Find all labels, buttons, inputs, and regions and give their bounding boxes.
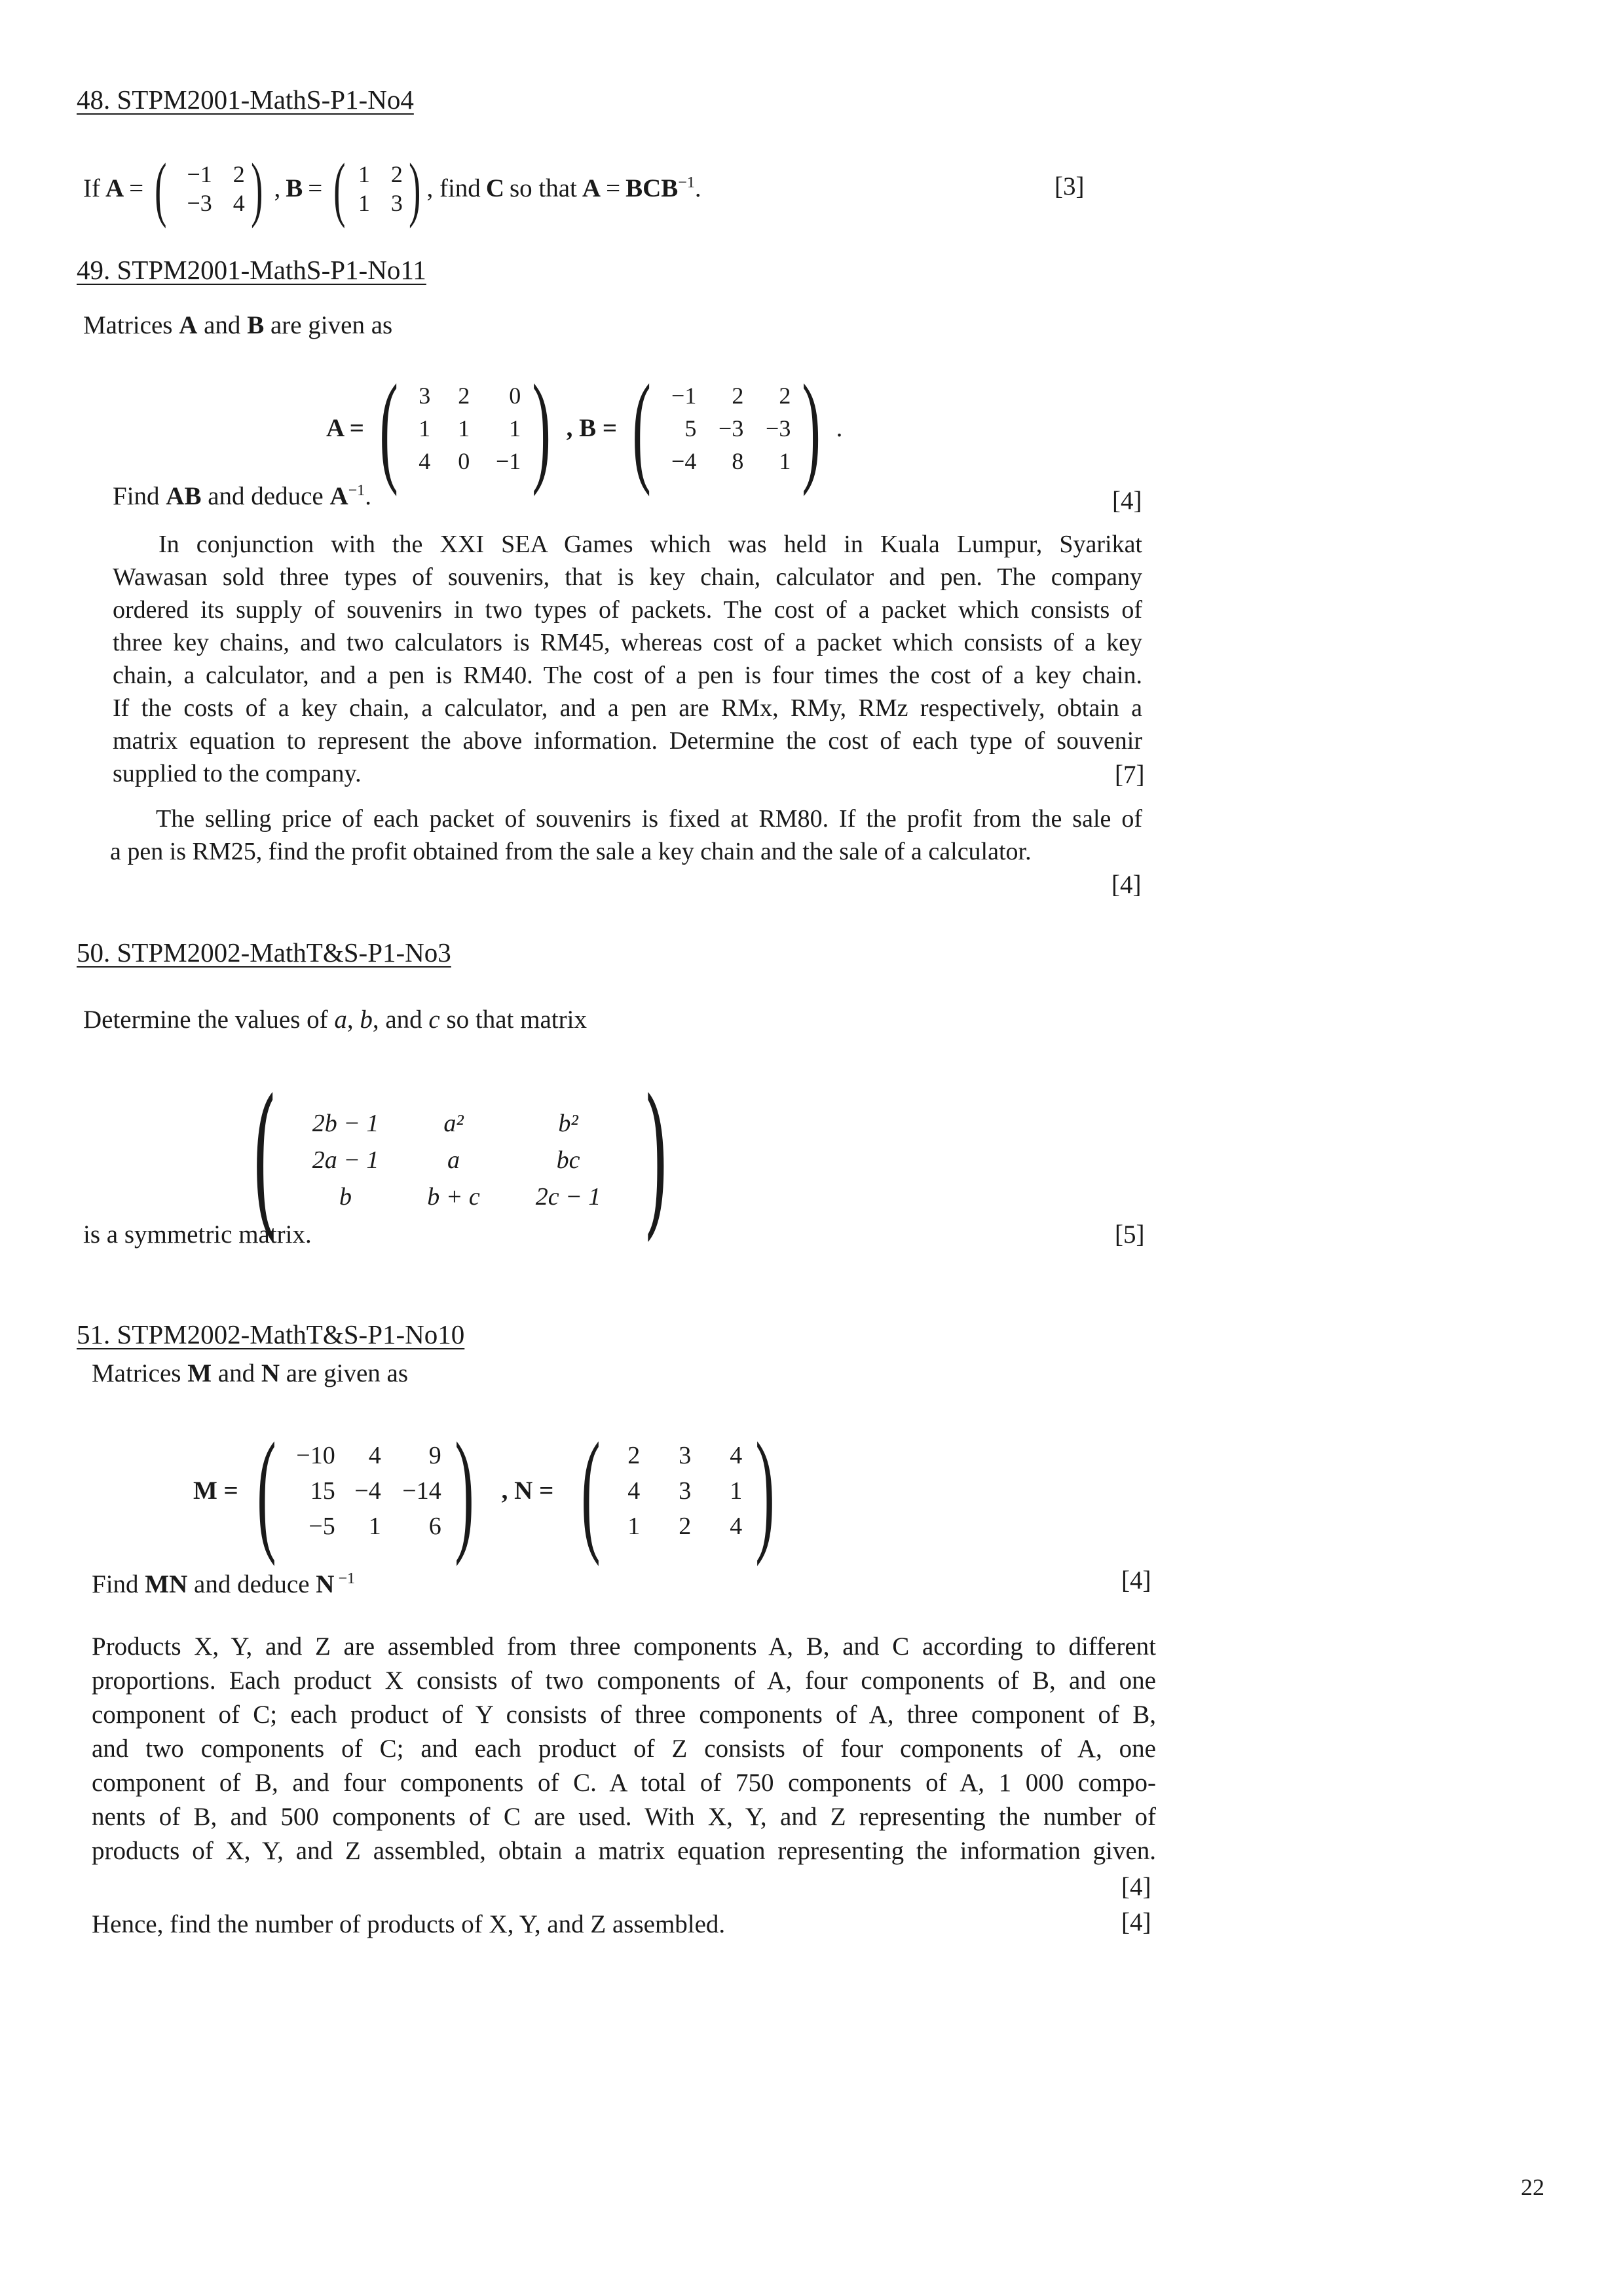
q48-B-cell: 2: [390, 161, 403, 187]
q50-cell: bc: [556, 1146, 580, 1174]
q51-matrix-M: ( −10 4 9 15 −4 −14 −5 1 6 ): [257, 1415, 474, 1567]
q48-B-label: B: [286, 174, 303, 202]
q49-find-AB: AB: [166, 482, 202, 510]
q50-intro-c: c: [428, 1006, 440, 1034]
q49-B-cell: 1: [779, 448, 791, 474]
q51-M-cell: 6: [428, 1513, 441, 1540]
q49-matrix-B: ( −1 2 2 5 −3 −3 −4 8 1 ): [632, 360, 821, 497]
text-line: matrix equation to represent the above information. Determine the cost of each type of souvenir: [113, 727, 1142, 755]
text-line: Wawasan sold three types of souvenirs, that is key chain, calculator and pen. The company: [113, 563, 1142, 591]
text-line: In conjunction with the XXI SEA Games which was held in Kuala Lumpur, Syarikat: [159, 531, 1142, 558]
q51-M-cell: 4: [368, 1442, 381, 1469]
q49-B-cell: 2: [732, 383, 744, 409]
q51-M-cell: 9: [428, 1442, 441, 1469]
q51-N-cell: 4: [627, 1477, 641, 1505]
q49-A-cell: 1: [419, 415, 431, 442]
q49-A-cell: 1: [458, 415, 470, 442]
q49-find-t3: .: [365, 482, 371, 510]
q49-B-label: , B =: [566, 413, 618, 442]
q51-N-cell: 1: [730, 1477, 743, 1505]
text-line: The selling price of each packet of souvenirs is fixed at RM80. If the profit from the sale of: [156, 805, 1142, 833]
q48-A-cell: −1: [187, 161, 212, 187]
q51-find-sup: −1: [334, 1570, 355, 1587]
text-line: If the costs of a key chain, a calculator, and a pen are RMx, RMy, RMz respectively, obtain a: [113, 694, 1142, 722]
q49-find-A: A: [329, 482, 348, 510]
q50-intro-t4: so that matrix: [439, 1006, 587, 1034]
q49-A-label: A =: [326, 413, 364, 442]
q49-find-t2: and deduce: [201, 482, 330, 510]
text-line: and two components of C; and each product of Z consists of four components of A, one: [92, 1735, 1156, 1763]
q51-M-label: M =: [193, 1476, 238, 1505]
q48-eq2: =: [606, 174, 621, 202]
q49-B-cell: 8: [732, 448, 744, 474]
q49-intro-t1: Matrices: [83, 311, 179, 339]
q49-intro-A: A: [179, 311, 198, 339]
q51-intro-t1: Matrices: [92, 1359, 188, 1387]
text-line: component of B, and four components of C. A total of 750 components of A, 1 000 compo-: [92, 1769, 1156, 1797]
q49-dot: .: [836, 413, 843, 442]
q51-heading: 51. STPM2002-MathT&S-P1-No10: [77, 1319, 465, 1349]
q50-cell: a²: [443, 1109, 464, 1137]
q50-cell: b²: [558, 1109, 578, 1137]
q51-find-t2: and deduce: [187, 1570, 316, 1598]
q50-intro-t3: , and: [372, 1006, 429, 1034]
q51-find-t1: Find: [92, 1570, 145, 1598]
q51-para-marks: [4]: [1121, 1873, 1151, 1901]
q51-intro-t3: are given as: [280, 1359, 408, 1387]
text-line: chain, a calculator, and a pen is RM40. The cost of a pen is four times the cost of a key chain.: [113, 662, 1142, 689]
q50-cell: b + c: [427, 1182, 480, 1211]
q49-find-t1: Find: [113, 482, 166, 510]
q51-M-cell: −4: [354, 1477, 381, 1505]
q49-A-cell: 0: [509, 383, 521, 409]
q49-B-cell: −4: [671, 448, 697, 474]
q51-intro-M: M: [187, 1359, 212, 1387]
q49-para2-marks: [4]: [1111, 871, 1142, 899]
q51-N-cell: 4: [730, 1513, 743, 1540]
q49-A-cell: 1: [509, 415, 521, 442]
q48-eq: =: [129, 174, 144, 202]
q50-intro-a: a: [334, 1006, 347, 1034]
q51-N-label: , N =: [501, 1476, 554, 1505]
q48-inverse-sup: −1: [678, 174, 695, 191]
q49-heading: 49. STPM2001-MathS-P1-No11: [77, 255, 426, 285]
q51-intro-N: N: [261, 1359, 280, 1387]
q51-find: [92, 1570, 355, 1600]
text-line: Products X, Y, and Z are assembled from three components A, B, and C according to different: [92, 1632, 1156, 1661]
q49-intro-B: B: [247, 311, 265, 339]
q51-N-cell: 2: [679, 1513, 692, 1540]
q50-cell: 2c − 1: [535, 1182, 601, 1211]
q49-intro: [83, 311, 392, 341]
q49-paragraph-1: [113, 528, 1145, 790]
q50-marks: [5]: [1115, 1220, 1145, 1249]
q48-B-cell: 1: [358, 190, 370, 216]
q48-A-label: A: [105, 174, 124, 202]
q49-intro-t3: are given as: [264, 311, 393, 339]
q50-heading: 50. STPM2002-MathT&S-P1-No3: [77, 937, 451, 968]
q48-heading: 48. STPM2001-MathS-P1-No4: [77, 85, 414, 115]
q48-A-cell: 2: [233, 161, 245, 187]
q51-N-cell: 4: [730, 1442, 743, 1469]
q49-A-cell: 3: [419, 383, 431, 409]
q51-find-marks: [4]: [1121, 1566, 1151, 1594]
q50-matrix: ( 2b − 1 a² b² 2a − 1 a bc b b + c 2c − 1 ): [252, 1064, 669, 1255]
q51-matrix-N: ( 2 3 4 4 3 1 1 2 4 ): [581, 1415, 775, 1567]
q48-matrix-A: ( −1 2 −3 4 ): [155, 149, 263, 229]
q50-cell: b: [339, 1182, 352, 1211]
q49-para1-marks: [7]: [1115, 761, 1145, 789]
q48-find-text: , find: [426, 174, 481, 202]
q50-cell: 2a − 1: [312, 1146, 379, 1174]
q49-find-sup: −1: [348, 482, 365, 499]
q49-find-marks: [4]: [1112, 487, 1142, 515]
text-line: supplied to the company.: [113, 760, 362, 787]
q48-A2: A: [582, 174, 601, 202]
q51-intro-t2: and: [212, 1359, 261, 1387]
q50-cell: a: [447, 1146, 460, 1174]
q48-marks: [3]: [1054, 172, 1085, 200]
q48-eq-b: =: [308, 174, 323, 202]
q48-matrix-B: ( 1 2 1 3 ): [333, 149, 421, 229]
q51-hence-marks: [4]: [1121, 1908, 1151, 1936]
q48-if: If: [83, 174, 100, 202]
q49-intro-t2: and: [197, 311, 248, 339]
q48-A-cell: 4: [233, 190, 245, 216]
q48-equation: If A = ( −1 2 −3 4 ) , B = ( 1 2 1 3 ) , find C so that A = $BCB^{-1}$.: [83, 145, 701, 232]
q49-find: [113, 481, 371, 512]
text-line: a pen is RM25, find the profit obtained from the sale a key chain and the sale of a calculator.: [110, 838, 1032, 865]
q49-A-cell: −1: [495, 448, 521, 474]
q49-matrices: [326, 354, 842, 503]
q49-A-cell: 4: [419, 448, 431, 474]
q49-B-cell: −3: [766, 415, 791, 442]
q48-BCB: BCB: [625, 174, 679, 202]
q48-B-cell: 1: [358, 161, 370, 187]
q49-matrix-A: ( 3 2 0 1 1 1 4 0 −1 ): [379, 360, 551, 497]
q50-intro: [83, 1005, 587, 1036]
q49-A-cell: 0: [458, 448, 470, 474]
q49-B-cell: −1: [671, 383, 697, 409]
q51-intro: [92, 1359, 408, 1389]
q50-intro-t2: ,: [346, 1006, 360, 1034]
q48-A-cell: −3: [187, 190, 212, 216]
q49-A-cell: 2: [458, 383, 470, 409]
q50-after: is a symmetric matrix.: [83, 1220, 312, 1249]
q51-paragraph: [92, 1630, 1156, 1868]
q51-N-cell: 1: [627, 1513, 641, 1540]
q51-M-cell: 15: [310, 1477, 335, 1505]
text-line: nents of B, and 500 components of C are used. With X, Y, and Z representing the number of: [92, 1803, 1156, 1831]
q49-B-cell: 2: [779, 383, 791, 409]
q50-intro-b: b: [360, 1006, 373, 1034]
q51-N-cell: 3: [679, 1477, 692, 1505]
q51-find-N: N: [316, 1570, 335, 1598]
q50-intro-t1: Determine the values of: [83, 1006, 335, 1034]
q48-B-cell: 3: [390, 190, 403, 216]
q51-M-cell: 1: [368, 1513, 381, 1540]
q51-find-MN: MN: [145, 1570, 188, 1598]
q48-so-that: so that: [509, 174, 577, 202]
q51-M-cell: −10: [296, 1442, 335, 1469]
q48-period: .: [694, 174, 701, 202]
q51-hence: Hence, find the number of products of X, Y, and Z assembled.: [92, 1910, 726, 1938]
q51-M-cell: −5: [308, 1513, 335, 1540]
q49-paragraph-2: [110, 802, 1142, 868]
text-line: proportions. Each product X consists of two components of A, four components of B, and one: [92, 1666, 1156, 1695]
q49-B-cell: 5: [684, 415, 697, 442]
q48-C: C: [485, 174, 504, 202]
text-line: products of X, Y, and Z assembled, obtain a matrix equation representing the information given.: [92, 1837, 1156, 1865]
q49-B-cell: −3: [718, 415, 744, 442]
q51-N-cell: 2: [627, 1442, 641, 1469]
q51-M-cell: −14: [402, 1477, 441, 1505]
text-line: three key chains, and two calculators is RM45, whereas cost of a packet which consists of a key: [113, 629, 1142, 656]
text-line: component of C; each product of Y consists of three components of A, three component of B,: [92, 1701, 1156, 1729]
q51-matrices: [193, 1408, 788, 1573]
q51-N-cell: 3: [679, 1442, 692, 1469]
page-number: 22: [1521, 2174, 1544, 2200]
q50-cell: 2b − 1: [312, 1109, 379, 1137]
text-line: ordered its supply of souvenirs in two types of packets. The cost of a packet which consists of: [113, 596, 1142, 624]
